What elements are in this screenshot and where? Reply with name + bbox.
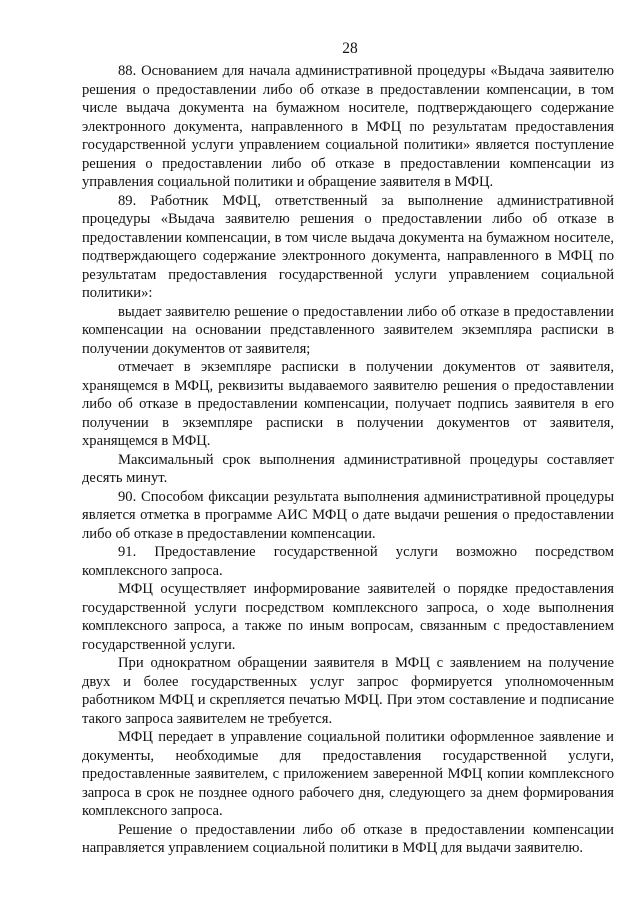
page-number: 28 <box>342 40 358 57</box>
paragraph-91: 91. Предоставление государственной услуги возможно посредством комплексного запроса. <box>82 544 614 579</box>
paragraph-91-decision: Решение о предоставлении либо об отказе в предоставлении компенсации направляется управлением социальной политики в МФЦ для выдачи заявителю. <box>82 821 614 856</box>
paragraph-89-mark-receipt: отмечает в экземпляре расписки в получении документов от заявителя, хранящемся в МФЦ, реквизиты выдаваемого заявителю решения о предоставлении либо об отказе в предоставлении компенсации, получает подпись заявителя в его получении в экземпляре расписки в получении документов от заявителя, хранящемся в МФЦ. <box>82 359 614 449</box>
document-body <box>82 62 614 858</box>
paragraph-91-transfer: МФЦ передает в управление социальной политики оформленное заявление и документы, необходимые для предоставления государственной услуги, предоставленные заявителем, с приложением заверенной МФЦ копии комплексного запроса в срок не позднее одного рабочего дня, следующего за днем формирования комплексного запроса. <box>82 729 614 819</box>
paragraph-89-issue-decision: выдает заявителю решение о предоставлении либо об отказе в предоставлении компенсации на основании представленного заявителем экземпляра расписки в получении документов от заявителя; <box>82 303 614 357</box>
paragraph-90: 90. Способом фиксации результата выполнения административной процедуры является отметка в программе АИС МФЦ о дате выдачи решения о предоставлении либо об отказе в предоставлении компенсации. <box>82 488 614 542</box>
paragraph-91-single-request: При однократном обращении заявителя в МФЦ с заявлением на получение двух и более государственных услуг запрос формируется уполномоченным работником МФЦ и скрепляется печатью МФЦ. При этом составление и подписание такого запроса заявителем не требуется. <box>82 655 614 727</box>
paragraph-91-informing: МФЦ осуществляет информирование заявителей о порядке предоставления государственной услуги посредством комплексного запроса, о ходе выполнения комплексного запроса, а также по иным вопросам, связанным с предоставлением государственной услуги. <box>82 581 614 653</box>
paragraph-88: 88. Основанием для начала административной процедуры «Выдача заявителю решения о предоставлении либо об отказе в предоставлении компенсации, в том числе выдача документа на бумажном носителе, подтверждающего содержание электронного документа, направленного в МФЦ по результатам предоставления государственной услуги управлением социальной политики» является поступление решения о предоставлении либо об отказе в предоставлении компенсации из управления социальной политики и обращение заявителя в МФЦ. <box>82 63 614 190</box>
paragraph-89: 89. Работник МФЦ, ответственный за выполнение административной процедуры «Выдача заявителю решения о предоставлении либо об отказе в предоставлении компенсации, в том числе выдача документа на бумажном носителе, подтверждающего содержание электронного документа, направленного в МФЦ по результатам предоставления государственной услуги управлением социальной политики»: <box>82 192 614 301</box>
paragraph-89-max-time: Максимальный срок выполнения административной процедуры составляет десять минут. <box>82 451 614 486</box>
